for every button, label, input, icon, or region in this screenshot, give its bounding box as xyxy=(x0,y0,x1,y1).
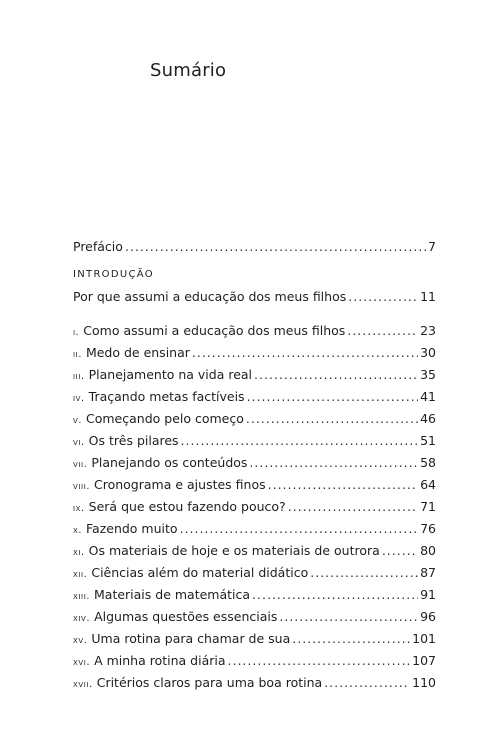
toc-entry-chapter[interactable] xyxy=(73,672,436,694)
toc-entry-label xyxy=(73,628,290,652)
toc-entry-page: 7 xyxy=(428,239,436,254)
chapter-number: v. xyxy=(73,415,83,426)
toc-entry-chapter[interactable] xyxy=(73,474,436,496)
toc-entry-chapter[interactable] xyxy=(73,452,436,474)
toc-entry-page: 91 xyxy=(420,587,436,602)
toc-entry-page: 51 xyxy=(420,433,436,448)
toc-entry-page: 96 xyxy=(420,609,436,624)
toc-entry-page: 101 xyxy=(412,631,436,646)
chapter-title: Os três pilares xyxy=(88,433,179,448)
chapter-title: Será que estou fazendo pouco? xyxy=(88,499,286,514)
toc-entry-page: 46 xyxy=(420,411,436,426)
chapter-title: Algumas questões essenciais xyxy=(94,609,278,624)
toc-entry-introduction[interactable] xyxy=(73,286,436,308)
chapter-title: Fazendo muito xyxy=(86,521,178,536)
dot-leader xyxy=(382,540,418,562)
chapter-number: xiii. xyxy=(73,591,91,602)
toc-entry-label xyxy=(73,540,380,564)
chapter-title: Medo de ensinar xyxy=(85,345,190,360)
chapter-number: viii. xyxy=(73,481,91,492)
toc-entry-page: 80 xyxy=(420,543,436,558)
toc-entry-page: 30 xyxy=(420,345,436,360)
toc-entry-label xyxy=(73,584,250,608)
chapter-title: Cronograma e ajustes finos xyxy=(94,477,266,492)
toc-entry-label xyxy=(73,342,190,366)
toc-entry-label xyxy=(73,474,266,498)
chapter-title: Planejamento na vida real xyxy=(88,367,253,382)
dot-leader xyxy=(288,496,418,518)
toc-entry-label xyxy=(73,452,247,476)
chapter-title: Ciências além do material didático xyxy=(91,565,309,580)
toc-entry-label xyxy=(73,386,245,410)
chapter-number: iii. xyxy=(73,371,85,382)
dot-leader xyxy=(348,286,418,308)
toc-entry-chapter[interactable] xyxy=(73,518,436,540)
chapter-number: xv. xyxy=(73,635,88,646)
toc-entry-page: 87 xyxy=(420,565,436,580)
dot-leader xyxy=(268,474,418,496)
chapter-number: xii. xyxy=(73,569,88,580)
chapter-list xyxy=(73,320,436,694)
dot-leader xyxy=(181,430,419,452)
chapter-number: x. xyxy=(73,525,83,536)
toc-entry-label xyxy=(73,408,244,432)
toc-entry-page: 41 xyxy=(420,389,436,404)
toc-entry-label xyxy=(73,672,322,696)
toc-entry-chapter[interactable] xyxy=(73,540,436,562)
toc-entry-label xyxy=(73,562,308,586)
chapter-number: vi. xyxy=(73,437,85,448)
dot-leader xyxy=(228,650,411,672)
toc-entry-chapter[interactable] xyxy=(73,320,436,342)
dot-leader xyxy=(247,386,419,408)
chapter-title: Como assumi a educação dos meus filhos xyxy=(83,323,346,338)
toc-entry-page: 11 xyxy=(420,289,436,304)
dot-leader xyxy=(310,562,418,584)
toc-entry-chapter[interactable] xyxy=(73,408,436,430)
toc-entry-chapter[interactable] xyxy=(73,364,436,386)
toc-entry-page: 35 xyxy=(420,367,436,382)
toc-entry-page: 76 xyxy=(420,521,436,536)
section-heading-introduction: INTRODUÇÃO xyxy=(73,269,154,280)
dot-leader xyxy=(254,364,418,386)
toc-entry-label xyxy=(73,364,252,388)
dot-leader xyxy=(125,236,426,258)
dot-leader xyxy=(252,584,418,606)
toc-entry-label xyxy=(73,518,178,542)
toc-entry-page: 107 xyxy=(412,653,436,668)
toc-entry-page: 64 xyxy=(420,477,436,492)
toc-entry-chapter[interactable] xyxy=(73,628,436,650)
chapter-number: ii. xyxy=(73,349,82,360)
chapter-number: xvi. xyxy=(73,657,91,668)
chapter-title: Traçando metas factíveis xyxy=(88,389,245,404)
toc-entry-chapter[interactable] xyxy=(73,386,436,408)
toc-entry-chapter[interactable] xyxy=(73,342,436,364)
chapter-title: Planejando os conteúdos xyxy=(91,455,248,470)
chapter-title: Critérios claros para uma boa rotina xyxy=(96,675,323,690)
chapter-number: iv. xyxy=(73,393,85,404)
toc-entry-chapter[interactable] xyxy=(73,606,436,628)
chapter-title: Materiais de matemática xyxy=(94,587,251,602)
dot-leader xyxy=(246,408,418,430)
toc-entry-chapter[interactable] xyxy=(73,430,436,452)
dot-leader xyxy=(249,452,418,474)
toc-entry-label xyxy=(73,606,277,630)
dot-leader xyxy=(292,628,410,650)
chapter-number: ix. xyxy=(73,503,85,514)
toc-entry-label: Prefácio xyxy=(73,239,123,254)
chapter-number: vii. xyxy=(73,459,88,470)
chapter-title: Começando pelo começo xyxy=(86,411,244,426)
toc-entry-chapter[interactable] xyxy=(73,496,436,518)
toc-entry-label xyxy=(73,320,345,344)
chapter-number: xi. xyxy=(73,547,85,558)
toc-entry-preface[interactable] xyxy=(73,236,436,258)
dot-leader xyxy=(279,606,418,628)
dot-leader xyxy=(180,518,419,540)
chapter-title: A minha rotina diária xyxy=(94,653,226,668)
chapter-number: xiv. xyxy=(73,613,91,624)
toc-entry-chapter[interactable] xyxy=(73,562,436,584)
dot-leader xyxy=(324,672,410,694)
toc-entry-page: 58 xyxy=(420,455,436,470)
toc-entry-page: 110 xyxy=(412,675,436,690)
toc-entry-chapter[interactable] xyxy=(73,584,436,606)
toc-entry-label: Por que assumi a educação dos meus filhos xyxy=(73,289,347,304)
toc-entry-page: 71 xyxy=(420,499,436,514)
chapter-title: Uma rotina para chamar de sua xyxy=(91,631,291,646)
page-title: Sumário xyxy=(150,60,227,81)
chapter-number: i. xyxy=(73,327,80,338)
chapter-number: xvii. xyxy=(73,679,93,690)
dot-leader xyxy=(192,342,418,364)
toc-entry-label xyxy=(73,496,286,520)
toc-entry-label xyxy=(73,650,226,674)
table-of-contents xyxy=(73,236,436,694)
toc-entry-chapter[interactable] xyxy=(73,650,436,672)
toc-entry-label xyxy=(73,430,179,454)
spacer xyxy=(73,308,436,320)
toc-entry-page: 23 xyxy=(420,323,436,338)
chapter-title: Os materiais de hoje e os materiais de outrora xyxy=(88,543,380,558)
dot-leader xyxy=(347,320,418,342)
